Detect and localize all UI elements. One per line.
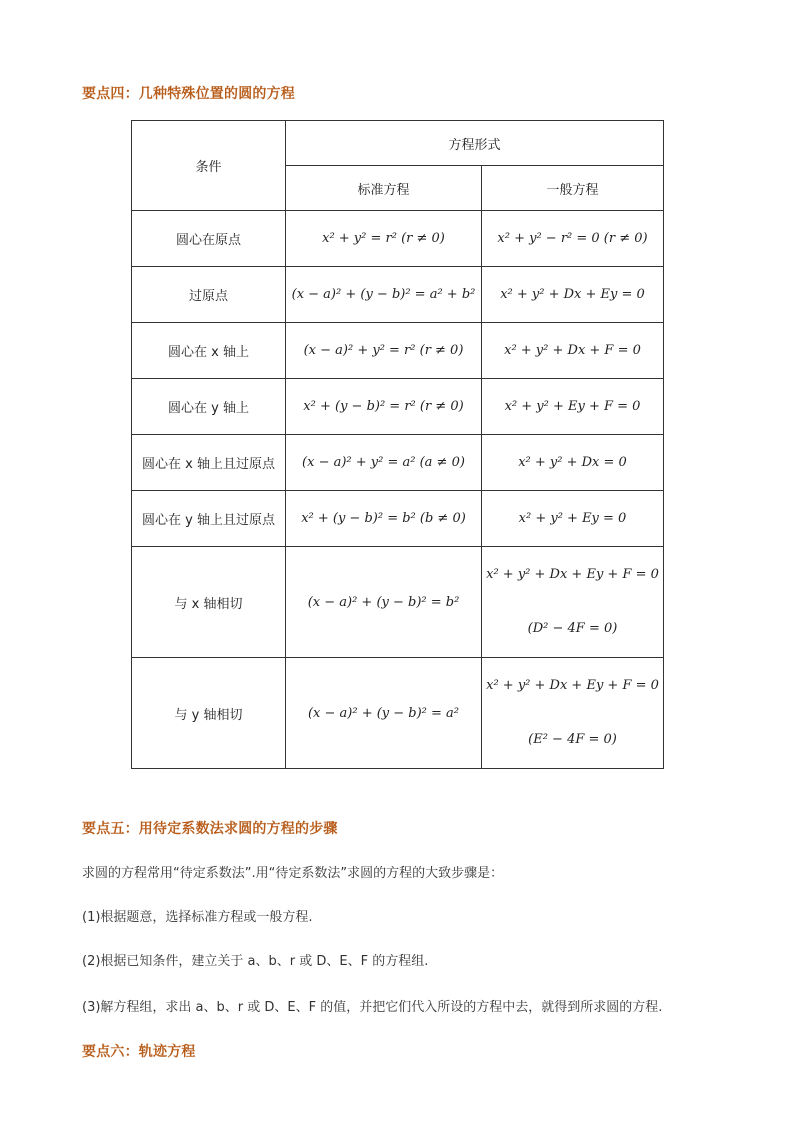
- table-row: [132, 323, 664, 379]
- table-row: [132, 379, 664, 435]
- row-general-equation: x² + y² + Ey = 0: [482, 491, 664, 547]
- row-general-equation: x² + y² + Dx + F = 0: [482, 323, 664, 379]
- row-standard-equation: x² + (y − b)² = b² (b ≠ 0): [286, 491, 482, 547]
- row-general-equation: x² + y² + Ey + F = 0: [482, 379, 664, 435]
- row-general-condition: (E² − 4F = 0): [528, 732, 617, 747]
- row-condition: 圆心在原点: [132, 211, 286, 267]
- special-circle-equation-table: [131, 120, 664, 769]
- table-row: [132, 267, 664, 323]
- header-equation-form: 方程形式: [286, 121, 664, 166]
- row-condition: 与 x 轴相切: [132, 547, 286, 658]
- header-general-equation: 一般方程: [482, 166, 664, 211]
- row-standard-equation: (x − a)² + (y − b)² = a²: [286, 658, 482, 769]
- row-general-equation: x² + y² + Dx + Ey + F = 0: [486, 678, 659, 693]
- section5-intro: 求圆的方程常用“待定系数法”.用“待定系数法”求圆的方程的大致步骤是：: [82, 866, 504, 881]
- row-standard-equation: x² + y² = r² (r ≠ 0): [286, 211, 482, 267]
- row-general-equation-cell: [482, 658, 664, 769]
- header-standard-equation: 标准方程: [286, 166, 482, 211]
- row-condition: 圆心在 y 轴上: [132, 379, 286, 435]
- row-standard-equation: (x − a)² + y² = r² (r ≠ 0): [286, 323, 482, 379]
- row-standard-equation: (x − a)² + (y − b)² = a² + b²: [286, 267, 482, 323]
- row-general-equation-cell: [482, 547, 664, 658]
- step-3: (3)解方程组，求出 a、b、r 或 D、E、F 的值，并把它们代入所设的方程中去，就得到所求圆的方程.: [82, 1000, 663, 1015]
- row-general-equation: x² + y² + Dx = 0: [482, 435, 664, 491]
- row-general-equation: x² + y² + Dx + Ey = 0: [482, 267, 664, 323]
- row-general-equation: x² + y² − r² = 0 (r ≠ 0): [482, 211, 664, 267]
- row-condition: 过原点: [132, 267, 286, 323]
- row-general-condition: (D² − 4F = 0): [527, 621, 618, 636]
- table-row: [132, 658, 664, 769]
- table-row: [132, 211, 664, 267]
- row-condition: 与 y 轴相切: [132, 658, 286, 769]
- table-row: [132, 491, 664, 547]
- row-condition: 圆心在 x 轴上: [132, 323, 286, 379]
- section6-heading: 要点六：轨迹方程: [82, 1044, 196, 1060]
- row-condition: 圆心在 x 轴上且过原点: [132, 435, 286, 491]
- step-2: (2)根据已知条件，建立关于 a、b、r 或 D、E、F 的方程组.: [82, 954, 429, 969]
- step-1: (1)根据题意，选择标准方程或一般方程.: [82, 910, 313, 925]
- row-standard-equation: (x − a)² + y² = a² (a ≠ 0): [286, 435, 482, 491]
- row-standard-equation: (x − a)² + (y − b)² = b²: [286, 547, 482, 658]
- section5-heading: 要点五：用待定系数法求圆的方程的步骤: [82, 821, 338, 837]
- section4-heading: 要点四：几种特殊位置的圆的方程: [82, 86, 295, 102]
- row-condition: 圆心在 y 轴上且过原点: [132, 491, 286, 547]
- row-standard-equation: x² + (y − b)² = r² (r ≠ 0): [286, 379, 482, 435]
- table-row: [132, 435, 664, 491]
- row-general-equation: x² + y² + Dx + Ey + F = 0: [486, 567, 659, 582]
- table-row: [132, 547, 664, 658]
- header-condition: 条件: [132, 121, 286, 211]
